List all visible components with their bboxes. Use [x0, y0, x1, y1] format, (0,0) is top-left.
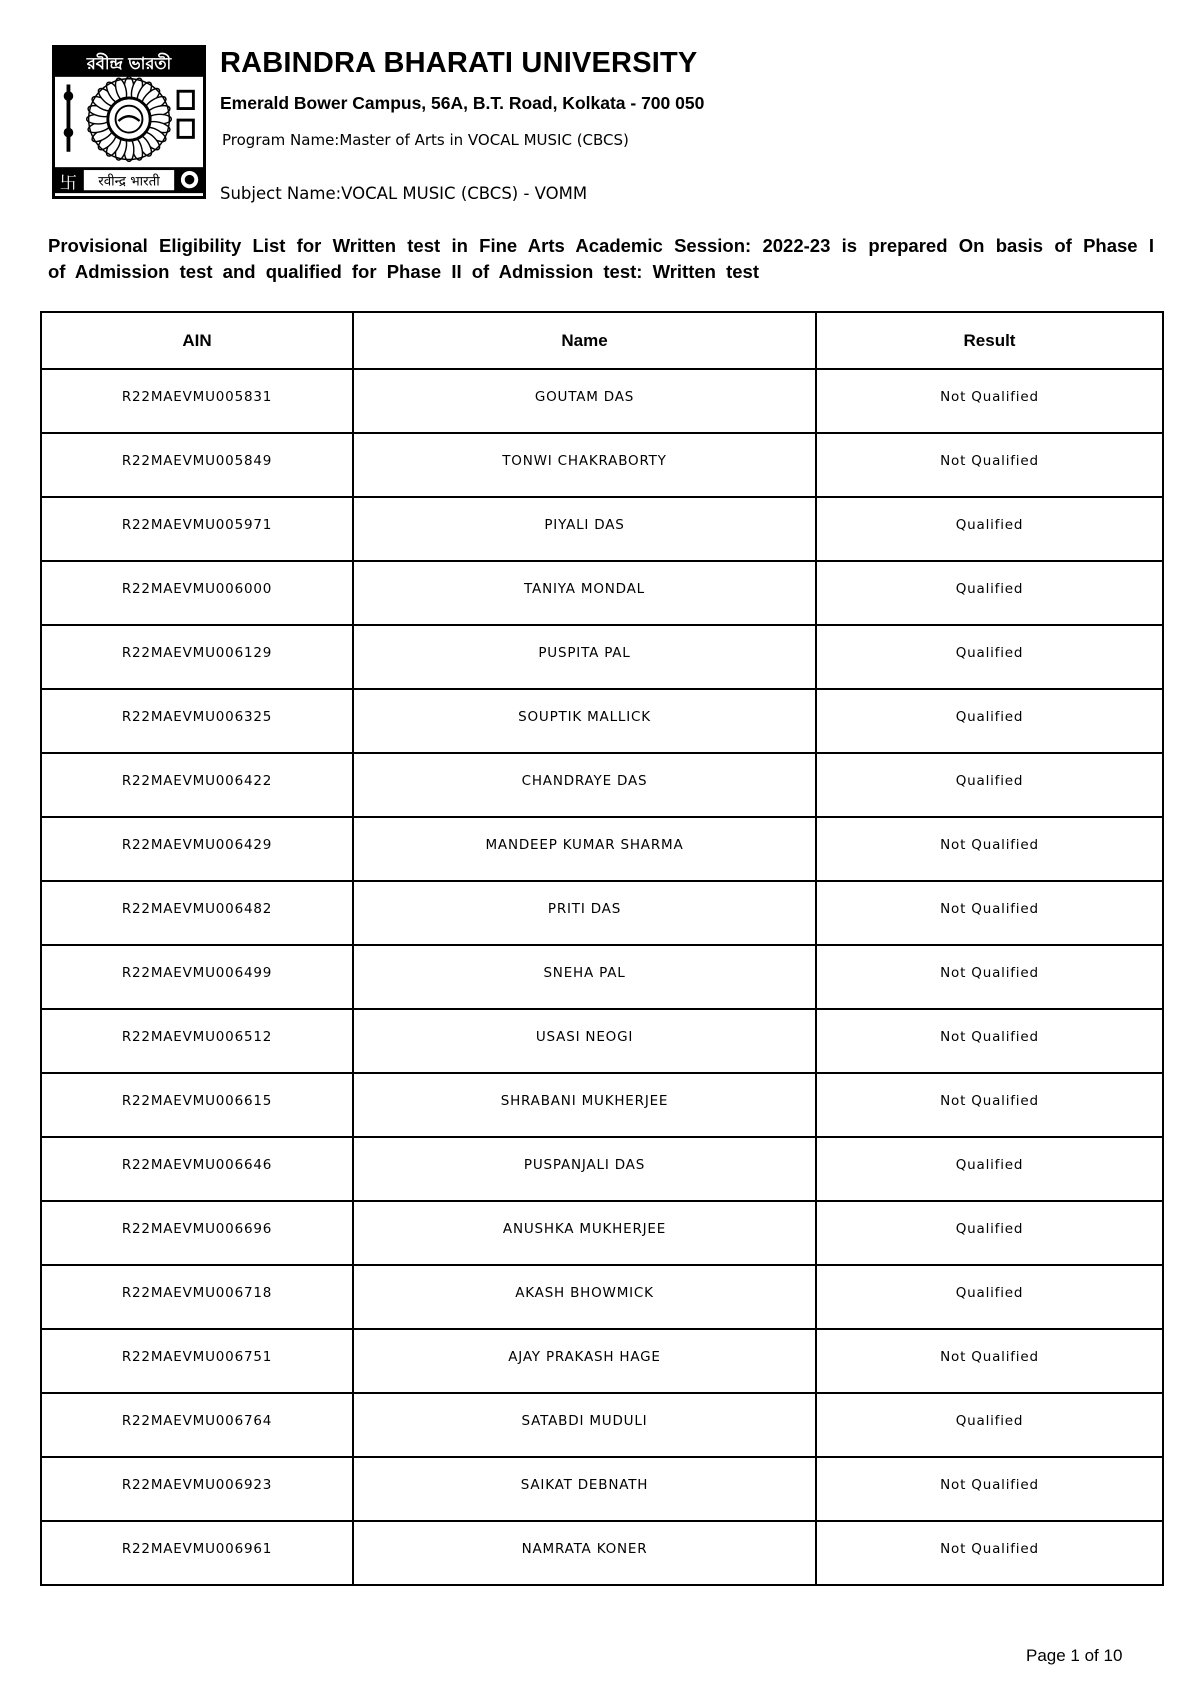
header-name: Name — [353, 312, 816, 369]
cell-result — [816, 433, 1163, 497]
cell-name — [353, 1073, 816, 1137]
cell-result — [816, 1521, 1163, 1585]
cell-name-text: PUSPITA PAL — [538, 645, 631, 661]
cell-ain-text: R22MAEVMU006429 — [121, 837, 273, 853]
cell-ain — [41, 625, 353, 689]
table-row — [41, 881, 1163, 945]
cell-result-text: Not Qualified — [940, 453, 1039, 469]
cell-result — [816, 497, 1163, 561]
cell-ain — [41, 497, 353, 561]
cell-ain-text: R22MAEVMU006422 — [121, 773, 273, 789]
cell-result — [816, 561, 1163, 625]
cell-name — [353, 753, 816, 817]
cell-ain-text: R22MAEVMU006718 — [121, 1285, 273, 1301]
cell-result — [816, 1329, 1163, 1393]
cell-ain — [41, 1393, 353, 1457]
table-row — [41, 1265, 1163, 1329]
cell-ain — [41, 817, 353, 881]
page-number: Page 1 of 10 — [1026, 1646, 1123, 1665]
cell-ain — [41, 1137, 353, 1201]
cell-name-text: TANIYA MONDAL — [524, 581, 645, 597]
cell-name-text: AJAY PRAKASH HAGE — [508, 1349, 661, 1365]
cell-name-text: CHANDRAYE DAS — [521, 773, 648, 789]
cell-name — [353, 561, 816, 625]
subject-name: Subject Name:VOCAL MUSIC (CBCS) - VOMM — [220, 184, 588, 203]
table-row — [41, 817, 1163, 881]
cell-ain-text: R22MAEVMU006615 — [121, 1093, 273, 1109]
logo-bottom-lettering: रवीन्द्र भारती — [98, 174, 160, 190]
cell-name-text: ANUSHKA MUKHERJEE — [502, 1221, 667, 1237]
table-row — [41, 689, 1163, 753]
table-row — [41, 561, 1163, 625]
cell-name-text: MANDEEP KUMAR SHARMA — [485, 837, 684, 853]
cell-result — [816, 817, 1163, 881]
cell-ain-text: R22MAEVMU005971 — [121, 517, 273, 533]
cell-name — [353, 945, 816, 1009]
cell-ain — [41, 369, 353, 433]
university-name: RABINDRA BHARATI UNIVERSITY — [220, 47, 698, 79]
cell-name-text: PUSPANJALI DAS — [523, 1157, 646, 1173]
cell-ain-text: R22MAEVMU006751 — [121, 1349, 273, 1365]
cell-result — [816, 945, 1163, 1009]
cell-ain — [41, 881, 353, 945]
cell-name-text: SATABDI MUDULI — [521, 1413, 648, 1429]
cell-result-text: Not Qualified — [940, 389, 1039, 405]
cell-ain — [41, 1521, 353, 1585]
cell-result — [816, 881, 1163, 945]
table-row — [41, 1329, 1163, 1393]
cell-name-text: NAMRATA KONER — [521, 1541, 648, 1557]
cell-name-text: AKASH BHOWMICK — [515, 1285, 654, 1301]
cell-ain-text: R22MAEVMU005849 — [121, 453, 273, 469]
cell-ain — [41, 1265, 353, 1329]
cell-name-text: PRITI DAS — [547, 901, 622, 917]
cell-ain — [41, 689, 353, 753]
cell-ain — [41, 561, 353, 625]
table-row — [41, 945, 1163, 1009]
university-address: Emerald Bower Campus, 56A, B.T. Road, Kolkata - 700 050 — [220, 93, 705, 113]
table-body — [41, 369, 1163, 1585]
cell-result-text: Qualified — [955, 1413, 1024, 1429]
cell-result-text: Not Qualified — [940, 965, 1039, 981]
cell-result-text: Qualified — [955, 709, 1024, 725]
cell-result-text: Qualified — [955, 581, 1024, 597]
cell-result — [816, 369, 1163, 433]
cell-ain — [41, 1009, 353, 1073]
cell-ain-text: R22MAEVMU006923 — [121, 1477, 273, 1493]
cell-result — [816, 1137, 1163, 1201]
cell-ain — [41, 753, 353, 817]
university-logo — [52, 45, 206, 199]
table-row — [41, 433, 1163, 497]
table-row — [41, 1201, 1163, 1265]
cell-result-text: Qualified — [955, 645, 1024, 661]
table-row — [41, 1393, 1163, 1457]
cell-result-text: Qualified — [955, 1285, 1024, 1301]
header-ain: AIN — [41, 312, 353, 369]
cell-name — [353, 433, 816, 497]
cell-ain-text: R22MAEVMU006512 — [121, 1029, 273, 1045]
cell-name-text: SOUPTIK MALLICK — [518, 709, 651, 725]
cell-name-text: SNEHA PAL — [543, 965, 626, 981]
cell-name-text: SAIKAT DEBNATH — [520, 1477, 649, 1493]
cell-result — [816, 1009, 1163, 1073]
cell-result-text: Not Qualified — [940, 1029, 1039, 1045]
cell-ain-text: R22MAEVMU006646 — [121, 1157, 273, 1173]
cell-name — [353, 1393, 816, 1457]
cell-ain-text: R22MAEVMU006764 — [121, 1413, 273, 1429]
cell-ain — [41, 1329, 353, 1393]
cell-result-text: Qualified — [955, 1157, 1024, 1173]
cell-name — [353, 1137, 816, 1201]
cell-ain-text: R22MAEVMU006696 — [121, 1221, 273, 1237]
cell-ain — [41, 1201, 353, 1265]
cell-name — [353, 881, 816, 945]
cell-name — [353, 689, 816, 753]
cell-name — [353, 369, 816, 433]
cell-name — [353, 1201, 816, 1265]
table-row — [41, 625, 1163, 689]
cell-name-text: SHRABANI MUKHERJEE — [500, 1093, 669, 1109]
cell-name — [353, 1457, 816, 1521]
table-row — [41, 1009, 1163, 1073]
cell-ain-text: R22MAEVMU006482 — [121, 901, 273, 917]
table-row — [41, 497, 1163, 561]
cell-name — [353, 1009, 816, 1073]
cell-result — [816, 1457, 1163, 1521]
cell-result-text: Not Qualified — [940, 837, 1039, 853]
cell-result — [816, 625, 1163, 689]
cell-result — [816, 1265, 1163, 1329]
cell-result-text: Not Qualified — [940, 1093, 1039, 1109]
header-result: Result — [816, 312, 1163, 369]
cell-result-text: Qualified — [955, 1221, 1024, 1237]
table-row — [41, 753, 1163, 817]
table-row — [41, 1457, 1163, 1521]
cell-name-text: GOUTAM DAS — [534, 389, 635, 405]
cell-ain — [41, 945, 353, 1009]
cell-name — [353, 1521, 816, 1585]
cell-name — [353, 817, 816, 881]
cell-name — [353, 1329, 816, 1393]
table-row — [41, 1521, 1163, 1585]
cell-ain — [41, 433, 353, 497]
cell-result — [816, 689, 1163, 753]
svg-text:卐: 卐 — [59, 173, 78, 194]
cell-ain-text: R22MAEVMU005831 — [121, 389, 273, 405]
cell-result — [816, 1393, 1163, 1457]
cell-result-text: Not Qualified — [940, 1477, 1039, 1493]
cell-ain — [41, 1073, 353, 1137]
cell-ain-text: R22MAEVMU006129 — [121, 645, 273, 661]
cell-name — [353, 497, 816, 561]
cell-result-text: Not Qualified — [940, 1541, 1039, 1557]
eligibility-table — [40, 311, 1164, 1586]
cell-name-text: USASI NEOGI — [535, 1029, 634, 1045]
table-row — [41, 1137, 1163, 1201]
cell-name — [353, 1265, 816, 1329]
cell-result-text: Not Qualified — [940, 901, 1039, 917]
table-row — [41, 1073, 1163, 1137]
cell-name-text: TONWI CHAKRABORTY — [502, 453, 667, 469]
table-header-row — [41, 312, 1163, 369]
program-name: Program Name:Master of Arts in VOCAL MUSIC (CBCS) — [222, 131, 629, 149]
cell-result — [816, 1073, 1163, 1137]
table-row — [41, 369, 1163, 433]
cell-result-text: Qualified — [955, 773, 1024, 789]
cell-name-text: PIYALI DAS — [544, 517, 625, 533]
cell-result — [816, 1201, 1163, 1265]
cell-name — [353, 625, 816, 689]
cell-ain — [41, 1457, 353, 1521]
logo-top-lettering: রবীন্দ্র ভারতী — [86, 54, 172, 74]
cell-ain-text: R22MAEVMU006325 — [121, 709, 273, 725]
cell-result — [816, 753, 1163, 817]
cell-result-text: Qualified — [955, 517, 1024, 533]
cell-result-text: Not Qualified — [940, 1349, 1039, 1365]
list-description: Provisional Eligibility List for Written test in Fine Arts Academic Session: 2022-23 is prepared On basis of Phase I of Admission test and qualified for Phase II of Admission test: Written test — [48, 235, 1154, 282]
cell-ain-text: R22MAEVMU006000 — [121, 581, 273, 597]
cell-ain-text: R22MAEVMU006961 — [121, 1541, 273, 1557]
cell-ain-text: R22MAEVMU006499 — [121, 965, 273, 981]
